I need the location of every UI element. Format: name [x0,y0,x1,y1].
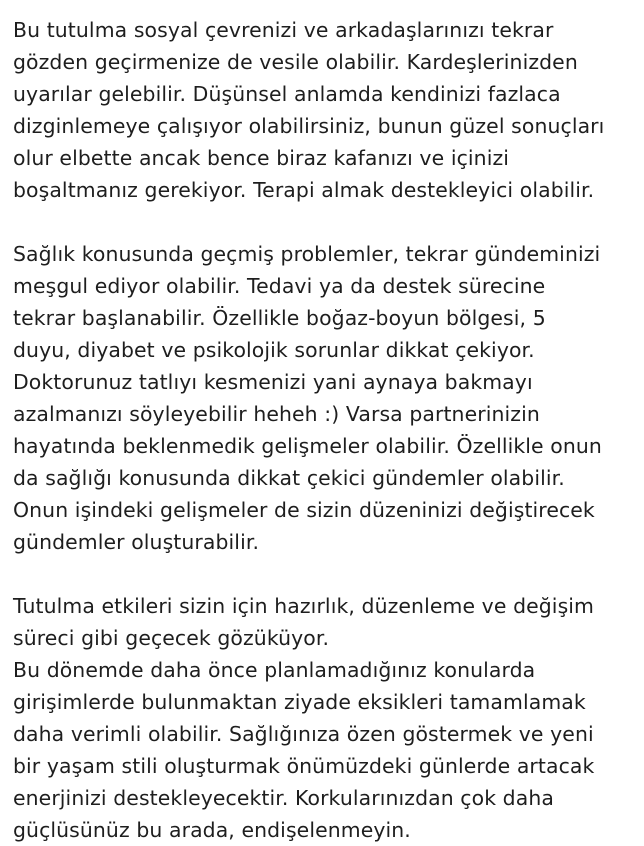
text-line: girişimlerde bulunmaktan ziyade eksikleri tamamlamak [13,690,586,714]
paragraph-spacer [13,206,632,238]
text-line: güçlüsünüz bu arada, endişelenmeyin. [13,818,411,842]
text-line: azalmanızı söyleyebilir heheh :) Varsa partnerinizin [13,402,540,426]
text-line: Doktorunuz tatlıyı kesmenizi yani aynaya bakmayı [13,370,533,394]
text-line: Tutulma etkileri sizin için hazırlık, düzenleme ve değişim [13,594,595,618]
text-line: süreci gibi geçecek gözüküyor. [13,626,330,650]
text-line: boşaltmanız gerekiyor. Terapi almak destekleyici olabilir. [13,178,595,202]
paragraph-eclipse-effects [13,590,632,846]
paragraph-health [13,238,632,558]
text-line: bir yaşam stili oluşturmak önümüzdeki günlerde artacak [13,754,595,778]
text-line: duyu, diyabet ve psikolojik sorunlar dikkat çekiyor. [13,338,535,362]
text-line: uyarılar gelebilir. Düşünsel anlamda kendinizi fazlaca [13,82,561,106]
paragraph-spacer [13,558,632,590]
text-line: Sağlık konusunda geçmiş problemler, tekrar gündeminizi [13,242,601,266]
text-line: olur elbette ancak bence biraz kafanızı ve içinizi [13,146,510,170]
text-line: meşgul ediyor olabilir. Tedavi ya da destek sürecine [13,274,546,298]
text-line: dizginlemeye çalışıyor olabilirsiniz, bunun güzel sonuçları [13,114,605,138]
text-line: Onun işindeki gelişmeler de sizin düzeninizi değiştirecek [13,498,595,522]
text-line: gündemler oluşturabilir. [13,530,260,554]
text-line: Bu tutulma sosyal çevrenizi ve arkadaşlarınızı tekrar [13,18,554,42]
paragraph-social-circle [13,14,632,206]
text-line: daha verimli olabilir. Sağlığınıza özen göstermek ve yeni [13,722,594,746]
text-line: enerjinizi destekleyecektir. Korkularınızdan çok daha [13,786,554,810]
text-line: hayatında beklenmedik gelişmeler olabilir. Özellikle onun [13,434,602,458]
text-line: da sağlığı konusunda dikkat çekici gündemler olabilir. [13,466,565,490]
text-line: tekrar başlanabilir. Özellikle boğaz-boyun bölgesi, 5 [13,306,546,330]
text-line: Bu dönemde daha önce planlamadığınız konularda [13,658,536,682]
text-line: gözden geçirmenize de vesile olabilir. Kardeşlerinizden [13,50,578,74]
